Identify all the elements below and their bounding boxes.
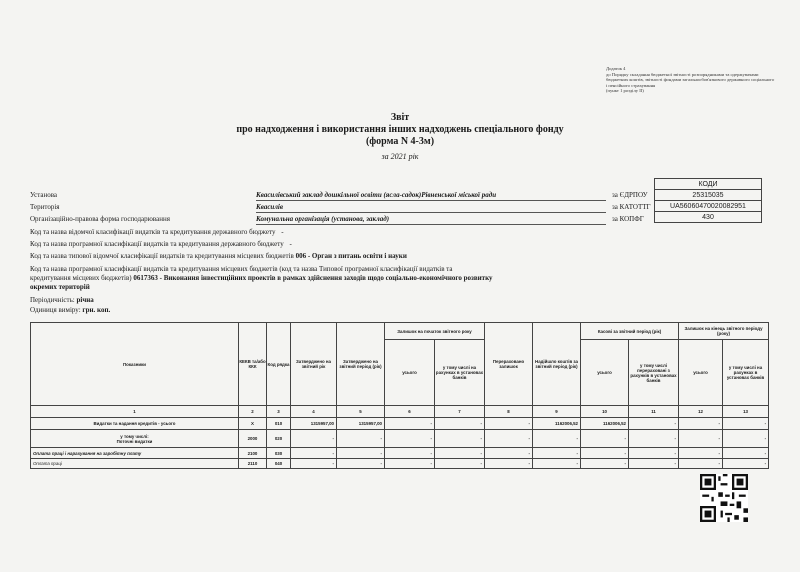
th-approved: Затверджено на звітний рік [291,323,337,406]
local-prog-line1: Код та назва програмної класифікації видатків та кредитування місцевих бюджетів (код та назва Типової програмної класифікації видатків та [30,265,453,273]
column-numbers-row [31,406,769,418]
table-cell: 8 [485,406,533,418]
qr-code-icon [700,474,748,522]
table-cell: - [723,418,769,430]
th-kekv: КЕКВ та/або ККК [239,323,267,406]
codes-header: КОДИ [655,179,762,190]
table-cell: - [385,459,435,469]
table-cell: 020 [267,430,291,448]
table-cell: - [385,448,435,459]
table-cell: - [485,418,533,430]
th-total-2: усього [581,340,629,406]
table-cell: - [291,430,337,448]
table-row [31,448,769,459]
table-cell: - [581,430,629,448]
table-cell: - [485,430,533,448]
table-row [31,459,769,469]
table-cell: - [629,418,679,430]
table-cell: - [337,459,385,469]
th-total-3: усього [679,340,723,406]
table-cell: 1162006,52 [533,418,581,430]
table-cell: 4 [291,406,337,418]
table-cell: - [629,430,679,448]
th-total-1: усього [385,340,435,406]
territory-value: Квасилів [256,203,283,211]
local-prog-line3: окремих територій [30,283,90,291]
table-cell: 12 [679,406,723,418]
th-balance-start: Залишок на початок звітного року [385,323,485,340]
table-cell: 1162006,52 [581,418,629,430]
katottg-code: UA56060470020082951 [655,201,762,212]
table-cell: - [581,448,629,459]
table-cell: - [291,459,337,469]
table-cell: - [679,459,723,469]
table-cell: - [723,459,769,469]
table-cell: - [723,448,769,459]
th-approved-period: Затверджено на звітний період (рік) [337,323,385,406]
table-cell: - [385,418,435,430]
table-cell: - [533,430,581,448]
table-cell: у тому числі: Поточні видатки [31,430,239,448]
table-cell: - [291,448,337,459]
table-cell: X [239,418,267,430]
table-cell: - [337,448,385,459]
table-row [31,418,769,430]
table-cell: - [435,459,485,469]
table-cell: - [533,459,581,469]
th-balance-end: Залишок на кінець звітного періоду (року) [679,323,769,340]
th-transferred: Перераховано залишок [485,323,533,406]
report-title: Звіт [390,112,410,123]
dept-class-label: Код та назва відомчої класифікації видатків та кредитування державного бюджету - [30,228,284,236]
table-cell: - [533,448,581,459]
table-cell: 3 [267,406,291,418]
table-cell: - [485,448,533,459]
kopfg-code: 430 [655,212,762,223]
org-form-value: Комунальна організація (установа, заклад) [256,215,390,223]
table-cell: - [435,430,485,448]
table-cell: 1315957,00 [291,418,337,430]
kopfg-label: за КОПФГ [612,215,644,223]
table-cell: - [485,459,533,469]
table-cell: Видатки та надання кредитів - усього [31,418,239,430]
table-cell: - [629,448,679,459]
report-period: за 2021 рік [381,152,419,161]
institution-label: Установа [30,191,58,199]
table-cell: - [679,430,723,448]
table-cell: 7 [435,406,485,418]
table-cell: 11 [629,406,679,418]
table-cell: 040 [267,459,291,469]
table-row [31,430,769,448]
table-cell: - [337,430,385,448]
report-subtitle: про надходження і використання інших надходжень спеціального фонду [236,124,564,135]
local-prog-line2: кредитування місцевих бюджетів) 0617363 - Виконання інвестиційних проектів в рамках здійснення заходів щодо соціально-економічного розвитку [30,274,493,282]
table-cell: 6 [385,406,435,418]
th-incl-accounts: у тому числі на рахунках в установах банків [435,340,485,406]
edrpou-label: за ЄДРПОУ [612,191,648,199]
annex-note: Додаток 4 до Порядку складання бюджетної звітності розпорядниками та одержувачами бюджетних коштів, звітності фондами загальнообов'язкового державного соціального і пенсійного страхування (пункт 1 розділу ІІ) [606,66,775,94]
table-cell: - [723,430,769,448]
table-cell: 2 [239,406,267,418]
org-form-label: Організаційно-правова форма господарювання [30,215,170,223]
table-cell: 10 [581,406,629,418]
th-line: Код рядка [267,323,291,406]
report-form: (форма N 4-3м) [365,136,435,147]
prog-class-label: Код та назва програмної класифікації видатків та кредитування державного бюджету - [30,240,292,248]
table-cell: - [385,430,435,448]
table-cell: - [435,418,485,430]
table-cell: 1315957,00 [337,418,385,430]
table-cell: - [629,459,679,469]
territory-label: Територія [30,203,60,211]
table-cell: - [581,459,629,469]
th-cash-spent: Касові за звітний період (рік) [581,323,679,340]
table-cell: - [679,418,723,430]
periodicity: Періодичність: річна [30,296,94,304]
table-cell: Оплата праці [31,459,239,469]
table-cell: Оплата праці і нарахування на заробітну плату [31,448,239,459]
typical-class-label: Код та назва типової відомчої класифікації видатків та кредитування місцевих бюджетів 006 - Орган з питань освіти і науки [30,252,407,260]
table-cell: 2000 [239,430,267,448]
institution-value: Квасилівський заклад дошкільної освіти (ясла-садок)Рівненської міської ради [256,191,497,199]
table-cell: 030 [267,448,291,459]
table-cell: 9 [533,406,581,418]
table-cell: 2100 [239,448,267,459]
katottg-label: за КАТОТТГ [612,203,651,211]
unit: Одиниця виміру: грн. коп. [30,306,111,314]
table-cell: 1 [31,406,239,418]
th-incl-accounts-end: у тому числі на рахунках в установах банків [723,340,769,406]
table-cell: - [679,448,723,459]
codes-table [654,178,762,223]
table-cell: - [435,448,485,459]
table-cell: 2110 [239,459,267,469]
edrpou-code: 25315035 [655,190,762,201]
th-indicators: Показники [31,323,239,406]
table-cell: 5 [337,406,385,418]
table-cell: 13 [723,406,769,418]
table-cell: 010 [267,418,291,430]
report-table [30,322,769,469]
th-received: Надійшло коштів за звітний період (рік) [533,323,581,406]
th-incl-bank-spent: у тому числі перераховані з рахунків в установах банків [629,340,679,406]
